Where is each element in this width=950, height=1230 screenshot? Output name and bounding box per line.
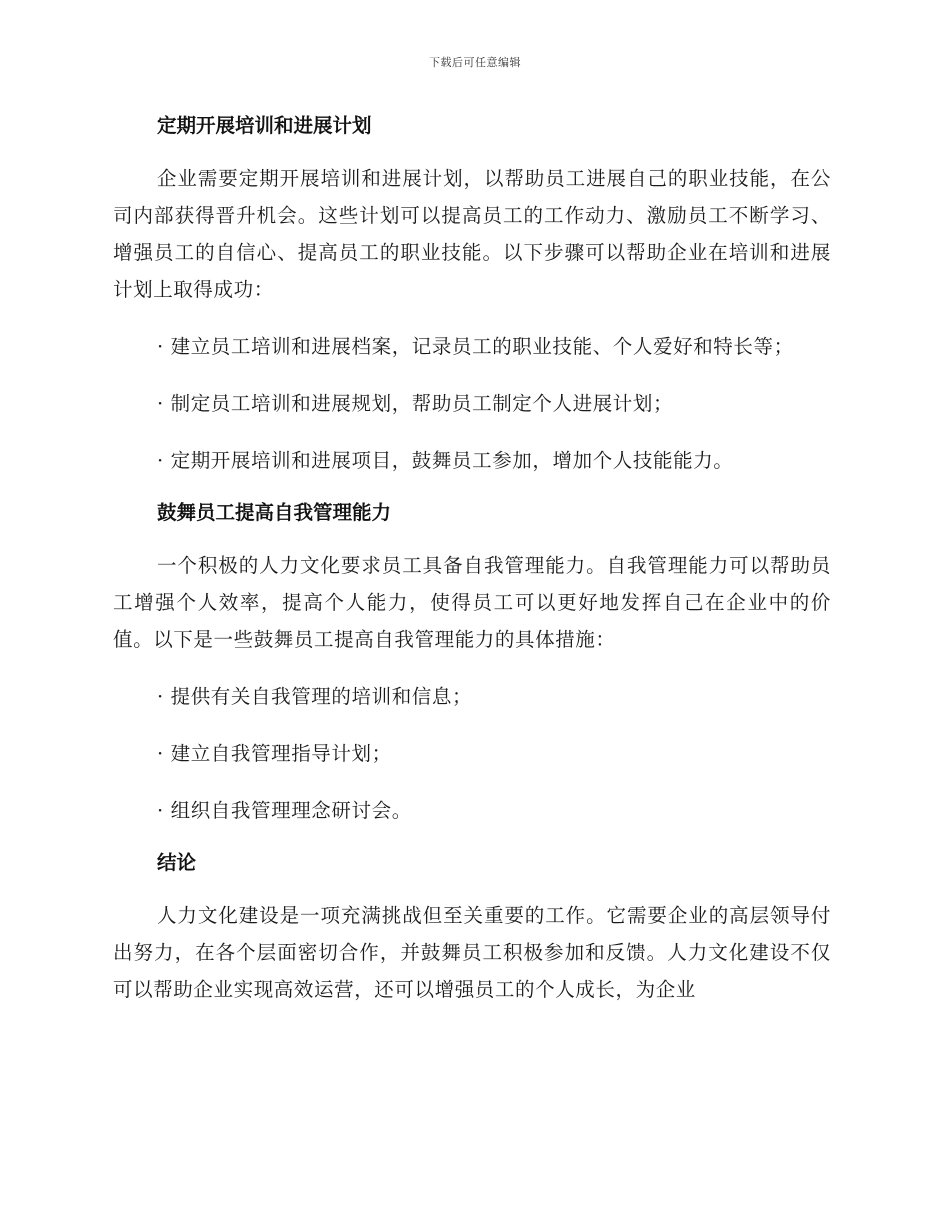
header-note: 下载后可任意编辑 (429, 56, 521, 69)
bullet-item: · 组织自我管理理念研讨会。 (157, 799, 412, 822)
document-body (113, 110, 831, 1008)
section-heading-conclusion: 结论 (157, 851, 197, 874)
paragraph-conclusion: 人力文化建设是一项充满挑战但至关重要的工作。它需要企业的高层领导付出努力，在各个层面密切合作，并鼓舞员工积极参加和反馈。人力文化建设不仅可以帮助企业实现高效运营，还可以增强员工的个人成长，为企业 (113, 904, 831, 1001)
paragraph-self-management: 一个积极的人力文化要求员工具备自我管理能力。自我管理能力可以帮助员工增强个人效率，提高个人能力，使得员工可以更好地发挥自己在企业中的价值。以下是一些鼓舞员工提高自我管理能力的具体措施： (113, 554, 831, 651)
paragraph-training: 企业需要定期开展培训和进展计划，以帮助员工进展自己的职业技能，在公司内部获得晋升机会。这些计划可以提高员工的工作动力、激励员工不断学习、增强员工的自信心、提高员工的职业技能。以下步骤可以帮助企业在培训和进展计划上取得成功： (113, 167, 831, 301)
bullet-item: · 建立自我管理指导计划； (157, 742, 392, 765)
bullet-item: · 制定员工培训和进展规划，帮助员工制定个人进展计划； (157, 392, 674, 415)
bullet-item: · 提供有关自我管理的培训和信息； (157, 685, 473, 708)
bullet-item: · 定期开展培训和进展项目，鼓舞员工参加，增加个人技能能力。 (157, 449, 734, 472)
section-heading-training: 定期开展培训和进展计划 (157, 114, 372, 137)
section-heading-self-management: 鼓舞员工提高自我管理能力 (157, 501, 392, 524)
bullet-item: · 建立员工培训和进展档案，记录员工的职业技能、个人爱好和特长等； (157, 335, 794, 358)
